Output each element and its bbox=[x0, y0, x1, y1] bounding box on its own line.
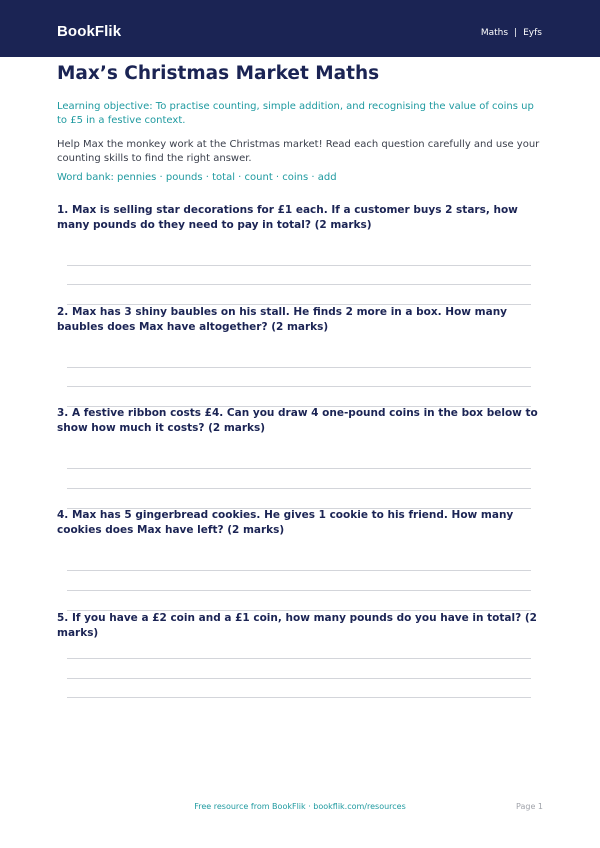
answer-line[interactable] bbox=[67, 468, 531, 469]
nav-subject[interactable]: Maths bbox=[480, 28, 509, 38]
answer-line[interactable] bbox=[67, 386, 531, 387]
brand-logo[interactable]: BookFlik bbox=[57, 23, 122, 40]
page-number: Page 1 bbox=[516, 802, 543, 811]
breadcrumb bbox=[481, 28, 542, 38]
nav-level[interactable]: Eyfs bbox=[523, 28, 542, 38]
intro-text: Help Max the monkey work at the Christmas market! Read each question carefully and use your counting skills to find the right answer. bbox=[57, 139, 540, 164]
answer-line[interactable] bbox=[67, 658, 531, 659]
answer-line[interactable] bbox=[67, 697, 531, 698]
learning-objective: Learning objective: To practise counting, simple addition, and recognising the value of coins up to £5 in a festive context. bbox=[57, 101, 534, 126]
answer-line[interactable] bbox=[67, 367, 531, 368]
answer-line[interactable] bbox=[67, 570, 531, 571]
question-5: 5. If you have a £2 coin and a £1 coin, how many pounds do you have in total? (2 marks) bbox=[57, 612, 537, 639]
answer-line[interactable] bbox=[67, 265, 531, 266]
answer-line[interactable] bbox=[67, 590, 531, 591]
question-2: 2. Max has 3 shiny baubles on his stall. He finds 2 more in a box. How many baubles does Max have altogether? (2 marks) bbox=[57, 306, 508, 333]
page-title: Max’s Christmas Market Maths bbox=[57, 63, 380, 84]
header-bar bbox=[0, 0, 600, 57]
answer-line[interactable] bbox=[67, 488, 531, 489]
footer-credit[interactable]: Free resource from BookFlik · bookflik.com/resources bbox=[194, 802, 406, 811]
question-4: 4. Max has 5 gingerbread cookies. He gives 1 cookie to his friend. How many cookies does Max have left? (2 marks) bbox=[57, 509, 514, 536]
question-3: 3. A festive ribbon costs £4. Can you draw 4 one-pound coins in the box below to show how much it costs? (2 marks) bbox=[57, 407, 538, 434]
question-1: 1. Max is selling star decorations for £1 each. If a customer buys 2 stars, how many pounds do they need to pay in total? (2 marks) bbox=[57, 204, 518, 231]
answer-line[interactable] bbox=[67, 284, 531, 285]
answer-line[interactable] bbox=[67, 678, 531, 679]
word-bank: Word bank: pennies · pounds · total · count · coins · add bbox=[57, 172, 337, 183]
nav-separator: | bbox=[514, 28, 518, 38]
